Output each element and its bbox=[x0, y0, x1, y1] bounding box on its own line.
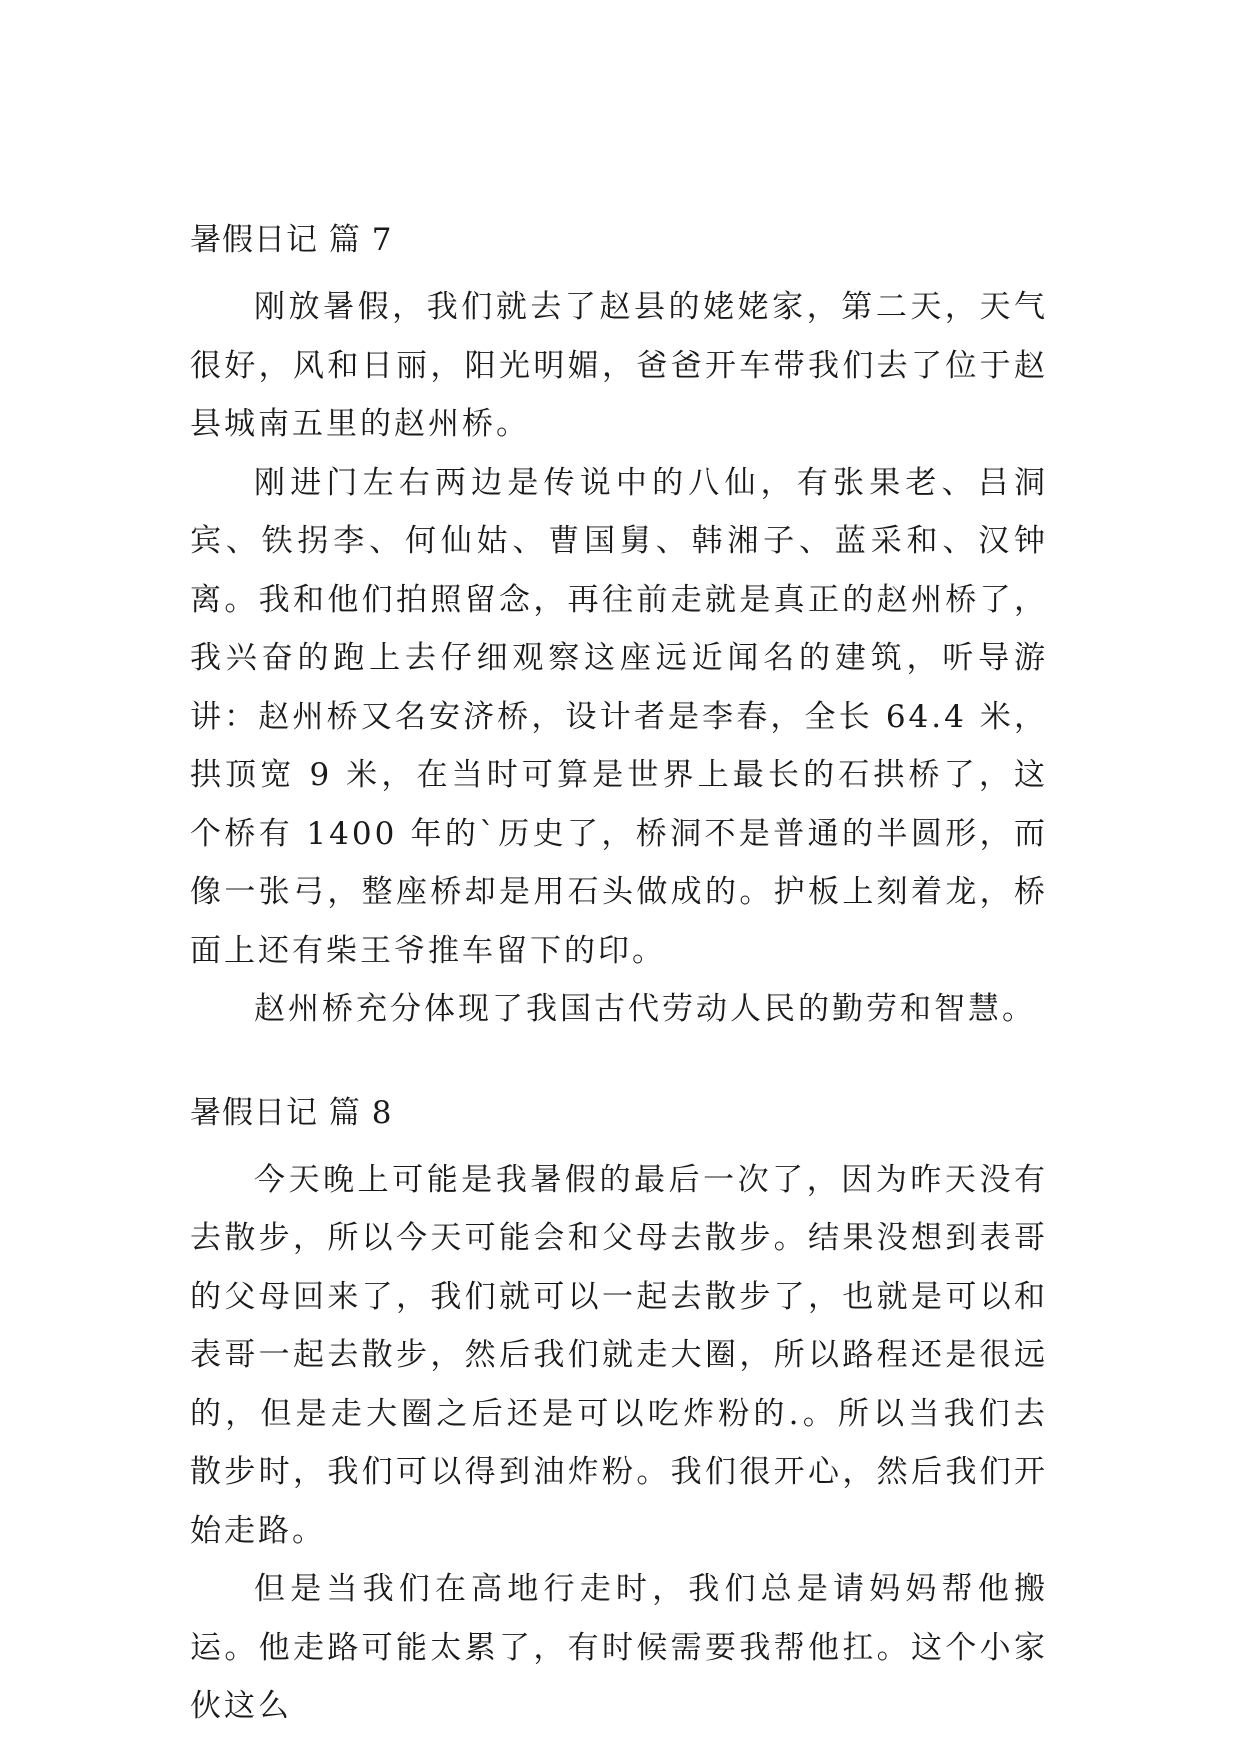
entry-paragraph: 刚放暑假，我们就去了赵县的姥姥家，第二天，天气很好，风和日丽，阳光明媚，爸爸开车带我们去了位于赵县城南五里的赵州桥。 bbox=[190, 289, 1048, 442]
diary-entry-7 bbox=[190, 220, 1048, 1039]
entry-heading: 暑假日记 篇 8 bbox=[190, 1094, 393, 1131]
entry-paragraph: 刚进门左右两边是传说中的八仙，有张果老、吕洞宾、铁拐李、何仙姑、曹国舅、韩湘子、蓝采和、汉钟离。我和他们拍照留念，再往前走就是真正的赵州桥了，我兴奋的跑上去仔细观察这座远近闻名的建筑，听导游讲：赵州桥又名安济桥，设计者是李春，全长 64.4 米，拱顶宽 9 米，在当时可算是世界上最长的石拱桥了，这个桥有 1400 年的`历史了，桥洞不是普通的半圆形，而像一张弓，整座桥却是用石头做成的。护板上刻着龙，桥面上还有柴王爷推车留下的印。 bbox=[190, 464, 1048, 969]
entry-paragraph: 今天晚上可能是我暑假的最后一次了，因为昨天没有去散步，所以今天可能会和父母去散步。结果没想到表哥的父母回来了，我们就可以一起去散步了，也就是可以和表哥一起去散步，然后我们就走大圈，所以路程还是很远的，但是走大圈之后还是可以吃炸粉的.。所以当我们去散步时，我们可以得到油炸粉。我们很开心，然后我们开始走路。 bbox=[190, 1161, 1048, 1549]
document-body bbox=[190, 220, 1048, 1736]
entry-paragraph: 但是当我们在高地行走时，我们总是请妈妈帮他搬运。他走路可能太累了，有时候需要我帮他扛。这个小家伙这么 bbox=[190, 1571, 1048, 1724]
diary-entry-8 bbox=[190, 1093, 1048, 1736]
entry-paragraph: 赵州桥充分体现了我国古代劳动人民的勤劳和智慧。 bbox=[254, 991, 1036, 1027]
entry-heading: 暑假日记 篇 7 bbox=[190, 222, 393, 258]
